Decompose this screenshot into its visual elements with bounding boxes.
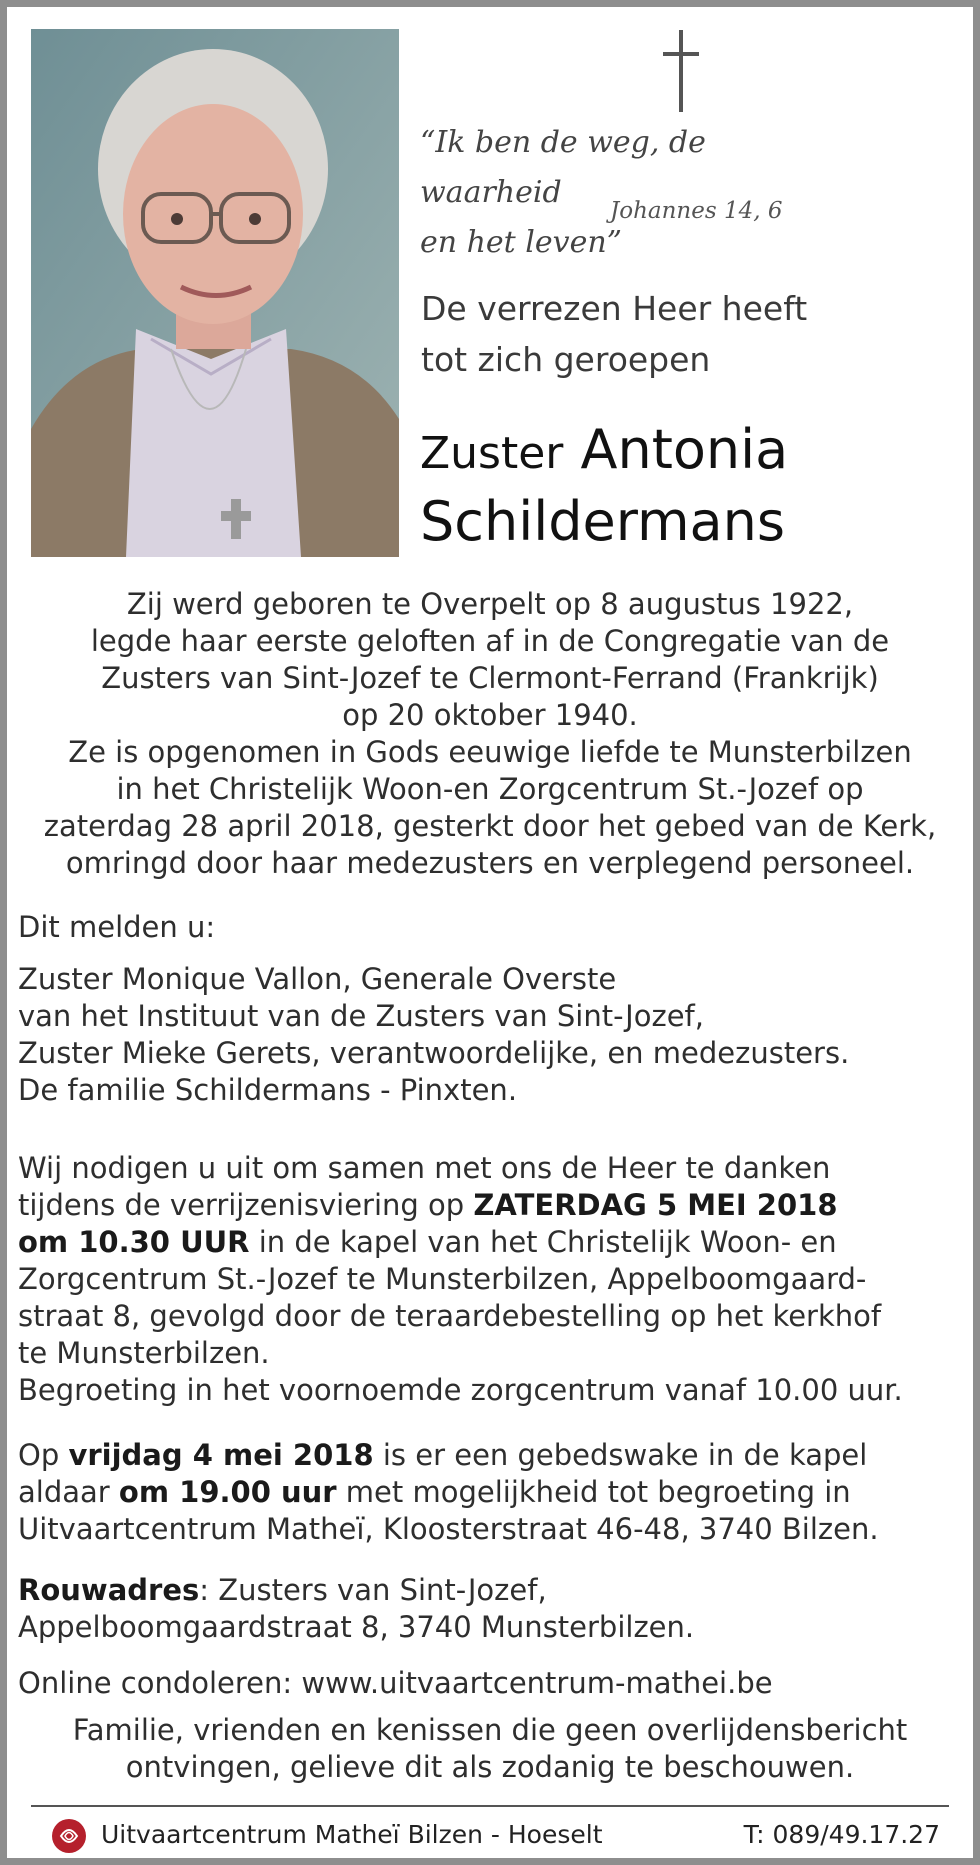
quote-line-1: “Ik ben de weg, de waarheid	[420, 125, 706, 210]
ceremony-text: tijdens de verrijzenisviering op	[18, 1188, 474, 1222]
portrait-photo	[31, 29, 399, 557]
bio-line: Zusters van Sint-Jozef te Clermont-Ferrand (Frankrijk)	[101, 661, 879, 695]
ceremony-time: om 10.30 UUR	[18, 1225, 250, 1259]
mourning-address	[18, 1572, 963, 1646]
ceremony-line: Wij nodigen u uit om samen met ons de Heer te danken	[18, 1151, 831, 1185]
bio-line: Zij werd geboren te Overpelt op 8 augustus 1922,	[126, 587, 854, 621]
announcer-line: Zuster Monique Vallon, Generale Overste	[18, 962, 617, 996]
deceased-name	[420, 416, 960, 556]
bio-line: zaterdag 28 april 2018, gesterkt door het gebed van de Kerk,	[43, 809, 937, 843]
notice-line: ontvingen, gelieve dit als zodanig te beschouwen.	[125, 1750, 855, 1784]
cross-icon	[663, 30, 699, 112]
mourning-address-text: : Zusters van Sint-Jozef,	[199, 1573, 547, 1607]
bio-line: legde haar eerste geloften af in de Congregatie van de	[90, 624, 890, 658]
announcers-list	[18, 961, 958, 1109]
deceased-last-name: Schildermans	[420, 490, 786, 553]
funeral-home-phone: T: 089/49.17.27	[743, 1820, 940, 1849]
bio-line: omringd door haar medezusters en verplegend personeel.	[65, 846, 915, 880]
vigil-text: Op	[18, 1438, 69, 1472]
vigil-text: met mogelijkheid tot begroeting in	[336, 1475, 851, 1509]
ceremony-line: te Munsterbilzen.	[18, 1336, 270, 1370]
online-condolence: Online condoleren: www.uitvaartcentrum-mathei.be	[18, 1666, 773, 1700]
bio-line: in het Christelijk Woon-en Zorgcentrum St.-Jozef op	[116, 772, 864, 806]
ceremony-date: ZATERDAG 5 MEI 2018	[473, 1188, 838, 1222]
bible-quote	[420, 118, 800, 268]
vigil-text: is er een gebedswake in de kapel	[373, 1438, 868, 1472]
quote-line-2: en het leven”	[420, 225, 622, 260]
ceremony-greeting: Begroeting in het voornoemde zorgcentrum vanaf 10.00 uur.	[18, 1373, 903, 1407]
vigil-location: Uitvaartcentrum Matheï, Kloosterstraat 46-48, 3740 Bilzen.	[18, 1512, 879, 1546]
announcers-heading: Dit melden u:	[18, 910, 216, 944]
vigil-text: aldaar	[18, 1475, 119, 1509]
footer-divider	[31, 1805, 949, 1807]
notice-text	[12, 1712, 968, 1786]
ceremony-line: straat 8, gevolgd door de teraardebestelling op het kerkhof	[18, 1299, 882, 1333]
deceased-first-name: Antonia	[580, 418, 789, 481]
footer	[45, 1812, 950, 1858]
notice-line: Familie, vrienden en kenissen die geen overlijdensbericht	[72, 1713, 908, 1747]
bio-line: op 20 oktober 1940.	[342, 698, 638, 732]
rose-logo-icon	[51, 1818, 87, 1854]
ceremony-line: Zorgcentrum St.-Jozef te Munsterbilzen, Appelboomgaard-	[18, 1262, 867, 1296]
announcer-line: Zuster Mieke Gerets, verantwoordelijke, en medezusters.	[18, 1036, 850, 1070]
bio-line: Ze is opgenomen in Gods eeuwige liefde te Munsterbilzen	[68, 735, 912, 769]
vigil-time: om 19.00 uur	[118, 1475, 337, 1509]
mourning-address-label: Rouwadres	[18, 1573, 200, 1607]
vigil-date: vrijdag 4 mei 2018	[68, 1438, 374, 1472]
funeral-home-name: Uitvaartcentrum Matheï Bilzen - Hoeselt	[101, 1820, 603, 1849]
quote-reference: Johannes 14, 6	[610, 198, 783, 224]
announcer-line: van het Instituut van de Zusters van Sint-Jozef,	[18, 999, 704, 1033]
announcer-line: De familie Schildermans - Pinxten.	[18, 1073, 518, 1107]
biography	[12, 586, 968, 882]
ceremony-invitation	[18, 1150, 963, 1409]
prayer-vigil	[18, 1437, 963, 1548]
intro-line-1: De verrezen Heer heeft	[421, 289, 808, 328]
mourning-address-line: Appelboomgaardstraat 8, 3740 Munsterbilzen.	[18, 1610, 695, 1644]
deceased-title: Zuster	[420, 428, 564, 479]
intro-line-2: tot zich geroepen	[421, 340, 711, 379]
intro-text	[421, 283, 961, 385]
ceremony-text: in de kapel van het Christelijk Woon- en	[249, 1225, 837, 1259]
